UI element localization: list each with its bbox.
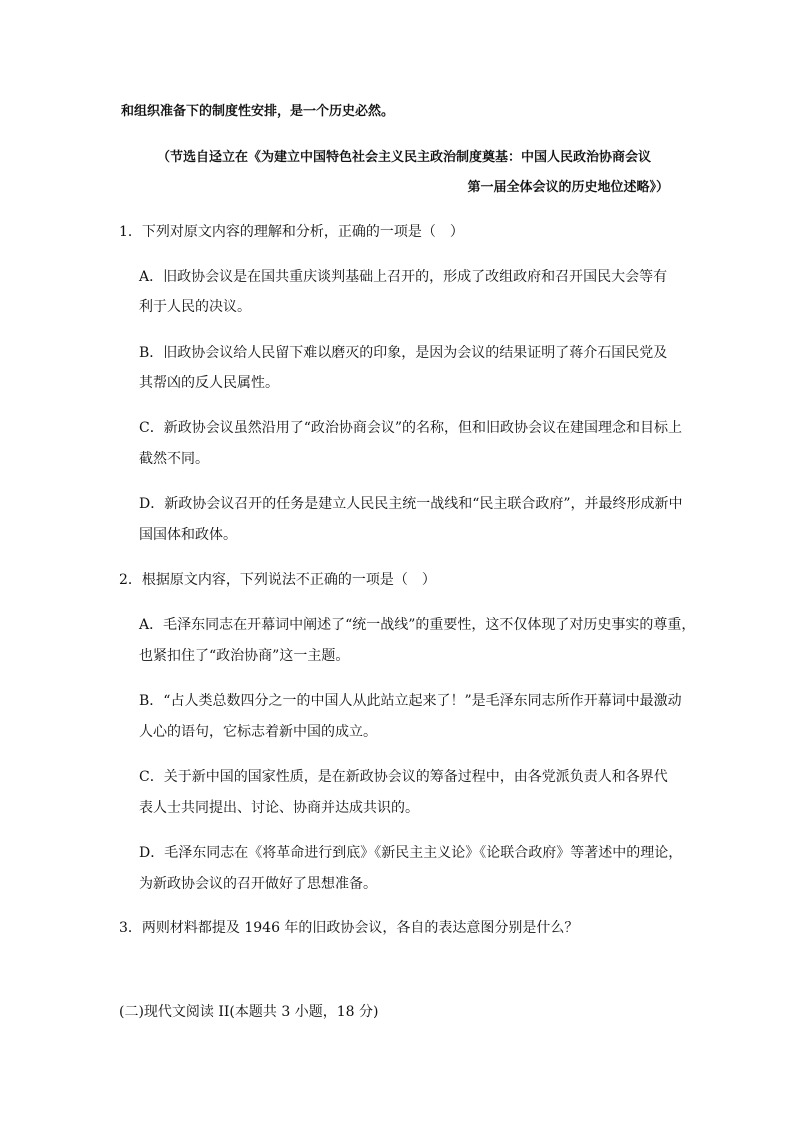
source-citation-line-2: 第一届全体会议的历史地位述略》） bbox=[467, 180, 669, 195]
question-1-option-c-cont: 截然不同。 bbox=[139, 451, 209, 467]
question-1-option-d: D．新政协会议召开的任务是建立人民民主统一战线和“民主联合政府”，并最终形成新中 bbox=[139, 496, 683, 512]
question-2-option-a-cont: 也紧扣住了“政治协商”这一主题。 bbox=[139, 648, 350, 664]
question-2-option-b-cont: 人心的语句，它标志着新中国的成立。 bbox=[139, 724, 377, 740]
continuation-text: 和组织准备下的制度性安排，是一个历史必然。 bbox=[121, 104, 395, 119]
question-1-option-d-cont: 国国体和政体。 bbox=[139, 527, 237, 543]
question-1-option-a-cont: 利于人民的决议。 bbox=[139, 299, 251, 315]
question-2-option-c: C．关于新中国的国家性质，是在新政协会议的筹备过程中，由各党派负责人和各界代 bbox=[139, 769, 668, 785]
question-2-option-a: A．毛泽东同志在开幕词中阐述了“统一战线”的重要性，这不仅体现了对历史事实的尊重， bbox=[139, 617, 696, 633]
question-2-option-c-cont: 表人士共同提出、讨论、协商并达成共识的。 bbox=[139, 800, 419, 816]
question-2-option-d: D．毛泽东同志在《将革命进行到底》《新民主主义论》《论联合政府》等著述中的理论， bbox=[139, 845, 683, 861]
section-heading: (二)现代文阅读 II(本题共 3 小题，18 分) bbox=[119, 1004, 379, 1020]
source-citation-line-1: （节选自迳立在《为建立中国特色社会主义民主政治制度奠基：中国人民政治协商会议 bbox=[157, 150, 652, 165]
question-2-option-d-cont: 为新政协会议的召开做好了思想准备。 bbox=[139, 876, 377, 892]
question-1-option-a: A．旧政协会议是在国共重庆谈判基础上召开的，形成了改组政府和召开国民大会等有 bbox=[139, 269, 668, 285]
question-1-option-c: C．新政协会议虽然沿用了“政治协商会议”的名称，但和旧政协会议在建国理念和目标上 bbox=[139, 420, 683, 436]
question-2-option-b: B．“占人类总数四分之一的中国人从此站立起来了！”是毛泽东同志所作开幕词中最激动 bbox=[139, 693, 682, 709]
question-2-stem: 2．根据原文内容，下列说法不正确的一项是（ ） bbox=[119, 572, 436, 588]
question-1-stem: 1．下列对原文内容的理解和分析，正确的一项是（ ） bbox=[119, 224, 464, 240]
question-3-stem: 3．两则材料都提及 1946 年的旧政协会议，各自的表达意图分别是什么？ bbox=[119, 920, 579, 936]
question-1-option-b: B．旧政协会议给人民留下难以磨灭的印象，是因为会议的结果证明了蒋介石国民党及 bbox=[139, 345, 668, 361]
question-1-option-b-cont: 其帮凶的反人民属性。 bbox=[139, 375, 279, 391]
